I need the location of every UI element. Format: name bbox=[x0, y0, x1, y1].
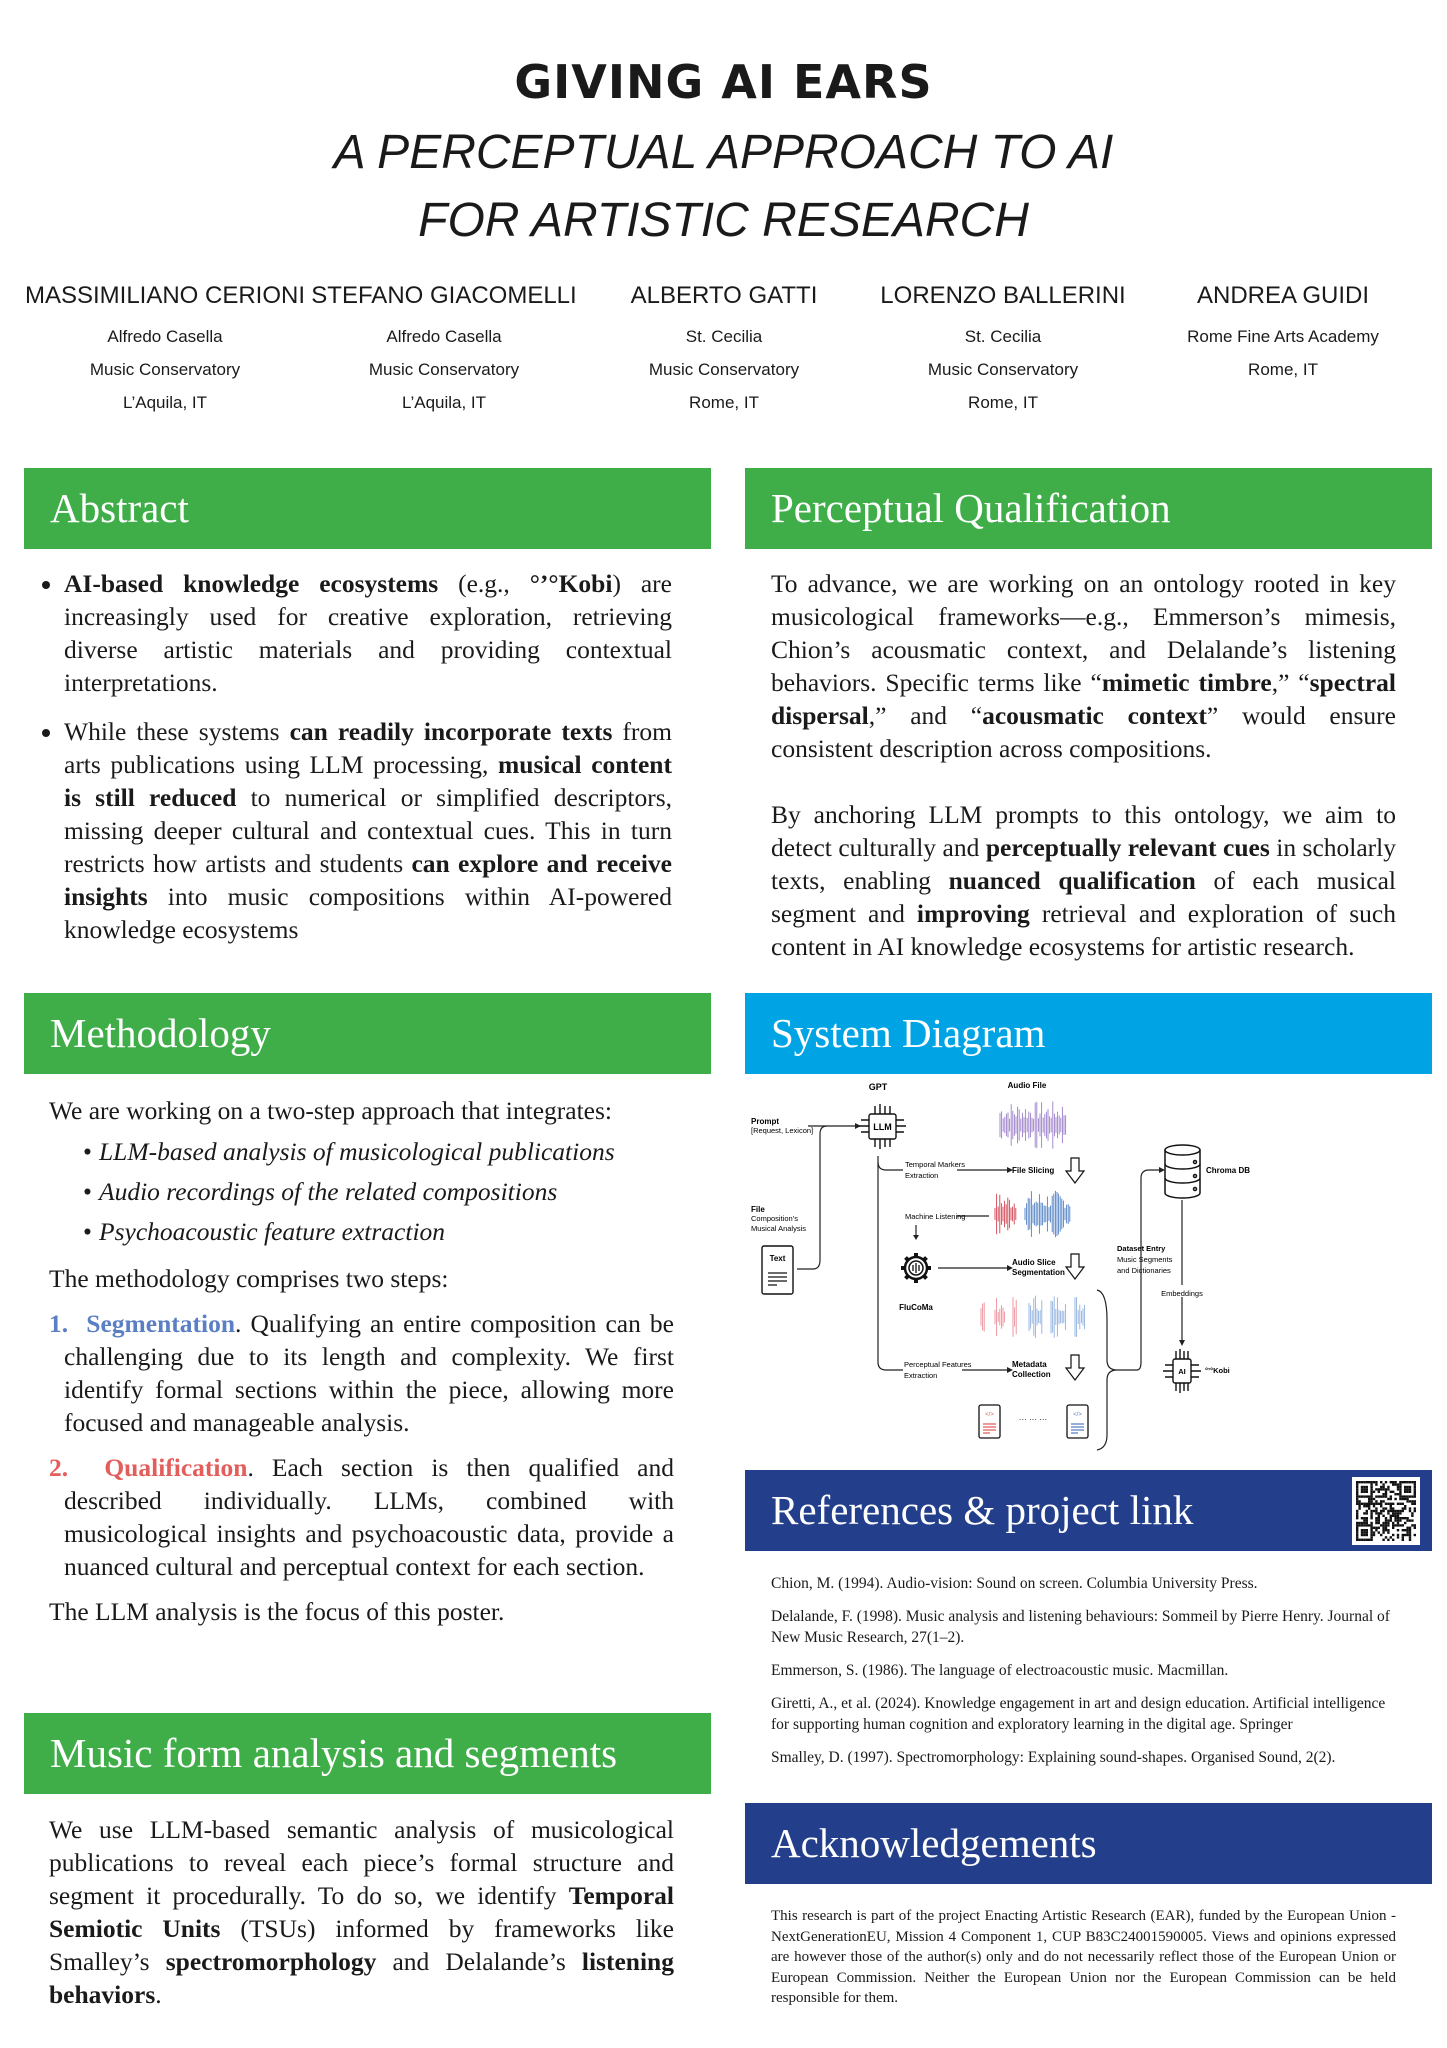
waveform-segment bbox=[1075, 1297, 1085, 1337]
qr-code-project-link[interactable] bbox=[1352, 1477, 1420, 1545]
metadata-doc-icon bbox=[1067, 1405, 1088, 1438]
waveform-segment bbox=[995, 1298, 1005, 1336]
file-sub: Composition’s bbox=[751, 1214, 798, 1223]
prompt-label: Prompt bbox=[751, 1117, 779, 1126]
waveform-segment bbox=[981, 1303, 984, 1332]
audio-file-label: Audio File bbox=[1007, 1081, 1047, 1090]
prompt-sub: [Request, Lexicon] bbox=[751, 1126, 814, 1135]
file-slicing-label: File Slicing bbox=[1012, 1166, 1055, 1175]
system-diagram bbox=[745, 1070, 1432, 1470]
temporal-markers-label: Temporal Markers bbox=[905, 1160, 966, 1169]
machine-listening-label: Machine Listening bbox=[905, 1212, 966, 1221]
methodology-body bbox=[49, 1094, 674, 1628]
llm-label: LLM bbox=[873, 1122, 892, 1132]
metadata-label-2: Collection bbox=[1012, 1370, 1051, 1379]
flucoma-gear-icon bbox=[901, 1253, 931, 1283]
waveform-slice-blue bbox=[1025, 1191, 1070, 1237]
embeddings-label: Embeddings bbox=[1161, 1289, 1203, 1298]
reference-item: Delalande, F. (1998). Music analysis and listening behaviours: Sommeil by Pierre Henry. Journal of New Music Research, 27(1–2). bbox=[771, 1608, 1390, 1646]
brace bbox=[1097, 1290, 1117, 1450]
metadata-label: Metadata bbox=[1012, 1360, 1047, 1369]
methodology-heading: Methodology bbox=[24, 993, 711, 1074]
author-block bbox=[579, 282, 869, 419]
dataset-entry-sub-2: and Dictionaries bbox=[1117, 1266, 1171, 1275]
music-form-body: We use LLM-based semantic analysis of musicological publications to reveal each piece’s formal structure and segment it procedurally. To do so, we identify Temporal Semiotic Units (TSUs) informed by frameworks like Smalley’s spectromorphology and Delalande’s listening behaviors. bbox=[49, 1815, 674, 2009]
ellipsis: ··· ··· ··· bbox=[1018, 1415, 1048, 1424]
author-name: LORENZO BALLERINI bbox=[880, 282, 1126, 309]
methodology-item: • LLM-based analysis of musicological publications bbox=[99, 1135, 674, 1168]
svg-text:</>: </> bbox=[985, 1412, 994, 1418]
system-diagram-heading: System Diagram bbox=[745, 993, 1432, 1074]
down-arrow-icon bbox=[1066, 1355, 1084, 1380]
methodology-step-1: 1. Segmentation. Qualifying an entire composition can be challenging due to its length and complexity. We first identify formal sections within the piece, allowing more focused and manageable analysis. bbox=[49, 1309, 674, 1437]
perceptual-features-label-2: Extraction bbox=[904, 1371, 938, 1380]
flucoma-label: FluCoMa bbox=[899, 1303, 933, 1312]
file-label: File bbox=[751, 1205, 765, 1214]
author-affiliation: St. Cecilia bbox=[964, 327, 1042, 346]
methodology-step-2: 2. Qualification. Each section is then qualified and described individually. LLMs, combined with musicological insights and psychoacoustic data, provide a nuanced cultural and perceptual context for each section. bbox=[49, 1453, 674, 1581]
abstract-body bbox=[42, 567, 672, 962]
author-affiliation: Music Conservatory bbox=[368, 360, 520, 379]
waveform-segment bbox=[1029, 1296, 1042, 1339]
poster-subtitle-line1: A PERCEPTUAL APPROACH TO AI bbox=[333, 126, 1114, 179]
chroma-db-icon bbox=[1165, 1145, 1200, 1198]
poster-title: GIVING AI EARS bbox=[514, 55, 933, 109]
audio-waveform bbox=[1000, 1101, 1066, 1148]
author-affiliation: St. Cecilia bbox=[685, 327, 763, 346]
kobi-label: °’°Kobi bbox=[1205, 1366, 1230, 1375]
chroma-db-label: Chroma DB bbox=[1206, 1166, 1251, 1175]
waveform-slice-red bbox=[995, 1194, 1016, 1234]
metadata-doc-icon bbox=[979, 1405, 1000, 1438]
audio-slice-label-2: Segmentation bbox=[1012, 1268, 1065, 1277]
text-doc-label: Text bbox=[769, 1254, 786, 1263]
perceptual-paragraph-2: By anchoring LLM prompts to this ontology, we aim to detect culturally and perceptually relevant cues in scholarly texts, enabling nuanced qualification of each musical segment and improving retrieval and exploration of such content in AI knowledge ecosystems for artistic research. bbox=[771, 800, 1397, 961]
acknowledgements-heading: Acknowledgements bbox=[745, 1803, 1432, 1884]
perceptual-heading: Perceptual Qualification bbox=[745, 468, 1432, 549]
perceptual-features-label: Perceptual Features bbox=[904, 1360, 972, 1369]
abstract-bullet-2: • While these systems can readily incorporate texts from arts publications using LLM processing, musical content is still reduced to numerical or simplified descriptors, missing deeper cultural and contextual cues. This in turn restricts how artists and students can explore and receive insights into music compositions within AI-powered knowledge ecosystems bbox=[64, 715, 672, 946]
author-block bbox=[1138, 282, 1428, 386]
reference-item: Chion, M. (1994). Audio-vision: Sound on screen. Columbia University Press. bbox=[771, 1575, 1258, 1592]
author-affiliation: L’Aquila, IT bbox=[401, 393, 487, 412]
author-affiliation: Music Conservatory bbox=[648, 360, 800, 379]
gpt-label: GPT bbox=[868, 1082, 888, 1092]
music-form-heading: Music form analysis and segments bbox=[24, 1713, 711, 1794]
llm-trunk-line bbox=[878, 1156, 903, 1370]
audio-slice-label: Audio Slice bbox=[1012, 1258, 1056, 1267]
file-connector-line bbox=[797, 1126, 827, 1269]
methodology-steps-intro: The methodology comprises two steps: bbox=[49, 1264, 449, 1293]
author-affiliation: L’Aquila, IT bbox=[122, 393, 208, 412]
author-affiliation: Rome, IT bbox=[1248, 360, 1318, 379]
abstract-heading: Abstract bbox=[24, 468, 711, 549]
waveform-segment bbox=[1051, 1296, 1065, 1337]
author-block bbox=[858, 282, 1148, 419]
author-affiliation: Rome, IT bbox=[689, 393, 759, 412]
methodology-item: • Psychoacoustic feature extraction bbox=[99, 1215, 674, 1248]
references-list bbox=[771, 1573, 1401, 1780]
reference-item: Emmerson, S. (1986). The language of electroacoustic music. Macmillan. bbox=[771, 1662, 1229, 1679]
author-name: MASSIMILIANO CERIONI bbox=[24, 282, 306, 309]
dataset-entry-sub: Music Segments bbox=[1117, 1255, 1173, 1264]
author-block bbox=[20, 282, 310, 419]
reference-item: Smalley, D. (1997). Spectromorphology: Explaining sound-shapes. Organised Sound, 2(2). bbox=[771, 1749, 1336, 1766]
abstract-bullet-1: • AI-based knowledge ecosystems (e.g., °’°Kobi) are increasingly used for creative exploration, retrieving diverse artistic materials and providing contextual interpretations. bbox=[64, 567, 672, 699]
poster-subtitle-line2: FOR ARTISTIC RESEARCH bbox=[418, 194, 1029, 247]
author-affiliation: Music Conservatory bbox=[89, 360, 241, 379]
references-heading: References & project link bbox=[745, 1470, 1432, 1551]
dataset-entry-label: Dataset Entry bbox=[1117, 1244, 1166, 1253]
methodology-intro: We are working on a two-step approach that integrates: bbox=[49, 1096, 612, 1125]
methodology-outro: The LLM analysis is the focus of this poster. bbox=[49, 1597, 505, 1626]
perceptual-body bbox=[771, 567, 1396, 963]
author-affiliation: Music Conservatory bbox=[927, 360, 1079, 379]
author-name: ALBERTO GATTI bbox=[630, 282, 818, 309]
temporal-markers-label-2: Extraction bbox=[905, 1171, 939, 1180]
waveform-segment bbox=[1013, 1297, 1016, 1337]
down-arrow-icon bbox=[1066, 1254, 1084, 1279]
author-affiliation: Rome, IT bbox=[968, 393, 1038, 412]
file-sub: Musical Analysis bbox=[751, 1224, 807, 1233]
reference-item: Giretti, A., et al. (2024). Knowledge engagement in art and design education. Artificial intelligence for supporting human cognition and exploratory learning in the digital age. Springer bbox=[771, 1695, 1386, 1733]
ai-label: AI bbox=[1178, 1367, 1186, 1376]
author-name: STEFANO GIACOMELLI bbox=[311, 282, 577, 309]
author-affiliation: Alfredo Casella bbox=[386, 327, 502, 346]
author-block bbox=[299, 282, 589, 419]
acknowledgements-text: This research is part of the project Enacting Artistic Research (EAR), funded by the European Union - NextGenerationEU, Mission 4 Component 1, CUP B83C24001590005. Views and opinions expressed are however those of the author(s) only and do not necessarily reflect those of the European Union or European Commission. Neither the European Union nor the European Commission can be held responsible for them. bbox=[771, 1908, 1396, 2006]
down-arrow-icon bbox=[1066, 1158, 1084, 1183]
methodology-item: • Audio recordings of the related compositions bbox=[99, 1175, 674, 1208]
perceptual-paragraph-1: To advance, we are working on an ontology rooted in key musicological frameworks—e.g., Emmerson’s mimesis, Chion’s acousmatic context, and Delalande’s listening behaviors. Specific terms like “mimetic timbre,” “spectral dispersal,” and “acousmatic context” would ensure consistent description across compositions. bbox=[771, 569, 1396, 763]
author-affiliation: Alfredo Casella bbox=[107, 327, 223, 346]
svg-text:</>: </> bbox=[1073, 1412, 1082, 1418]
author-name: ANDREA GUIDI bbox=[1196, 282, 1370, 309]
author-affiliation: Rome Fine Arts Academy bbox=[1187, 327, 1379, 346]
